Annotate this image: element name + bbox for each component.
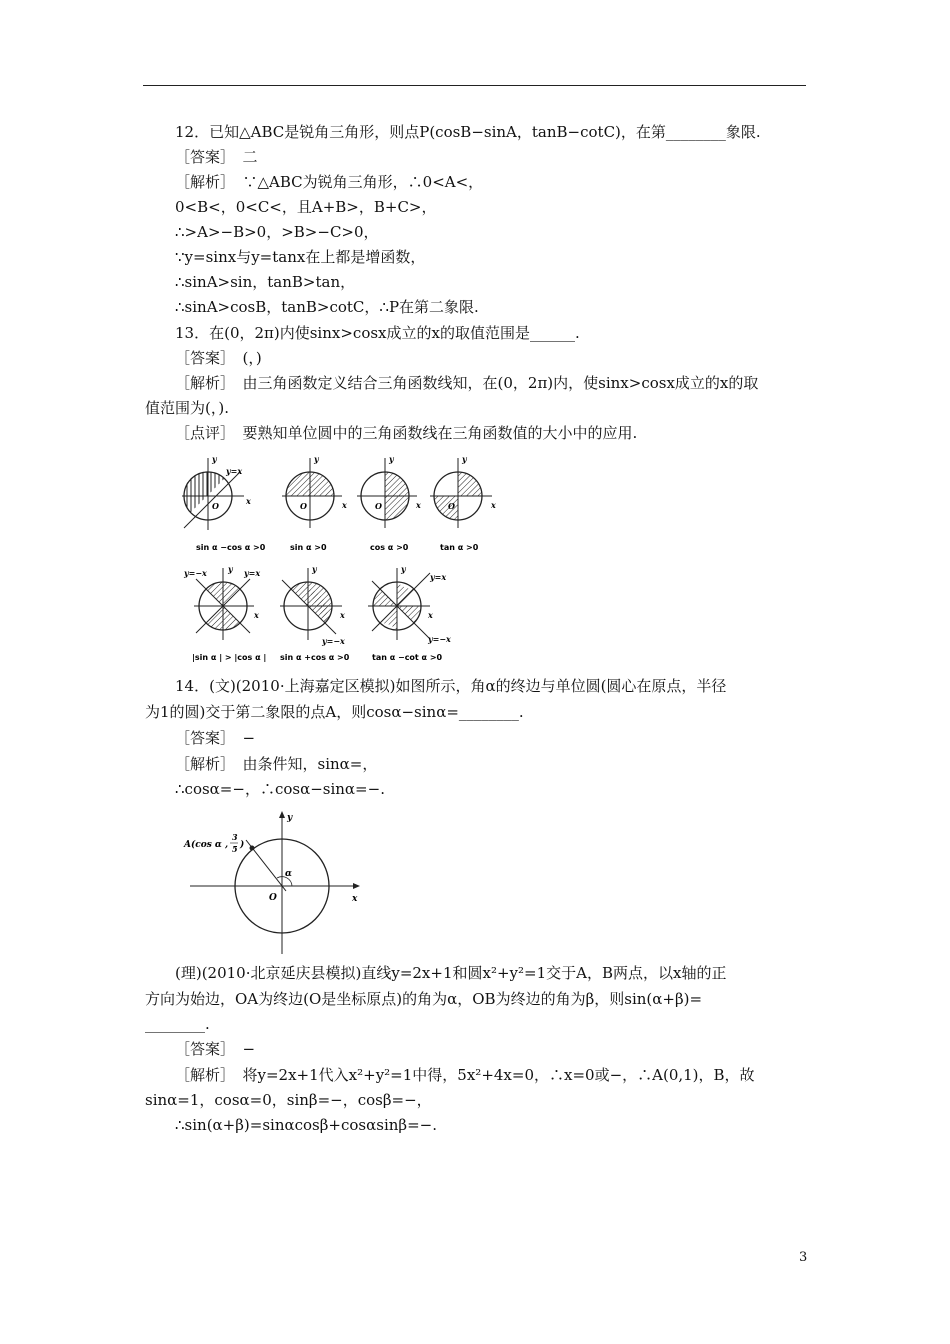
svg-text:|sin α | > |cos α |: |sin α | > |cos α | [192, 653, 267, 662]
q13-answer: ［答案］ (，) [175, 349, 262, 367]
q12-answer: ［答案］ 二 [175, 148, 258, 166]
q14-li-answer: ［答案］ − [175, 1040, 256, 1058]
svg-text:y=−x: y=−x [428, 634, 451, 644]
svg-text:O: O [448, 501, 455, 511]
angle-label: α [285, 869, 292, 879]
q14-answer: ［答案］ − [175, 729, 256, 747]
svg-text:sin α >0: sin α >0 [290, 543, 327, 552]
header-rule [143, 85, 806, 86]
q14-li-question-3: ________. [145, 1015, 210, 1033]
svg-text:y: y [389, 454, 394, 464]
unit-circle-point-a-figure [170, 808, 370, 958]
q12-analysis-1: ［解析］ ∵△ABC为锐角三角形，∴0<A<， [175, 173, 484, 191]
svg-text:y: y [228, 564, 233, 574]
unit-circle-figure [182, 452, 512, 670]
page-number: 3 [799, 1250, 808, 1265]
q12-analysis-3: ∴>A>−B>0，>B>−C>0， [175, 223, 379, 241]
q14-li-question-2: 方向为始边，OA为终边(O是坐标原点)的角为α，OB为终边的角为β，则sin(α+β)= [145, 990, 703, 1008]
svg-text:y=−x: y=−x [184, 568, 207, 578]
svg-text:sin α −cos α >0: sin α −cos α >0 [196, 543, 266, 552]
svg-text:tan α −cot α >0: tan α −cot α >0 [372, 653, 443, 662]
diagram-cos-positive [357, 454, 421, 552]
svg-text:sin α +cos α >0: sin α +cos α >0 [280, 653, 350, 662]
svg-text:y: y [401, 564, 406, 574]
svg-text:y=x: y=x [430, 572, 447, 582]
svg-text:x: x [352, 894, 358, 904]
q13-comment: ［点评］ 要熟知单位圆中的三角函数线在三角函数值的大小中的应用. [175, 424, 638, 442]
svg-text:y: y [212, 454, 217, 464]
svg-text:y: y [314, 454, 319, 464]
q14-question-2: 为1的圆)交于第二象限的点A，则cosα−sinα=________. [145, 703, 524, 721]
svg-text:y: y [287, 813, 293, 823]
svg-text:x: x [342, 500, 347, 510]
diagram-abs-sin-greater [183, 564, 266, 662]
svg-text:y: y [462, 454, 467, 464]
q14-analysis-1: ［解析］ 由条件知，sinα=， [175, 755, 378, 773]
svg-text:x: x [340, 610, 345, 620]
svg-text:y=x: y=x [244, 568, 261, 578]
frac-den: 5 [232, 844, 238, 854]
svg-text:O: O [300, 501, 307, 511]
diagram-tan-positive [430, 454, 496, 552]
svg-text:cos α >0: cos α >0 [370, 543, 409, 552]
svg-text:x: x [254, 610, 259, 620]
q14-analysis-2: ∴cosα=−，∴cosα−sinα=−. [175, 780, 385, 798]
svg-text:y=x: y=x [226, 466, 243, 476]
q14-li-analysis-2: sinα=1，cosα=0，sinβ=−，cosβ=−， [145, 1091, 432, 1109]
q14-li-analysis-1: ［解析］ 将y=2x+1代入x²+y²=1中得，5x²+4x=0，∴x=0或−，∴A(0,1)，B，故 [175, 1066, 755, 1084]
q14-li-analysis-3: ∴sin(α+β)=sinαcosβ+cosαsinβ=−. [175, 1116, 437, 1134]
q14-li-question-1: (理)(2010·北京延庆县模拟)直线y=2x+1和圆x²+y²=1交于A，B两点，以x轴的正 [175, 964, 727, 982]
q12-analysis-6: ∴sinA>cosB，tanB>cotC，∴P在第二象限. [175, 298, 479, 316]
svg-text:x: x [428, 610, 433, 620]
q13-analysis-2: 值范围为(，). [145, 399, 229, 417]
svg-text:O: O [269, 893, 277, 903]
q12-question: 12．已知△ABC是锐角三角形，则点P(cosB−sinA，tanB−cotC)，在第________象限. [175, 123, 761, 141]
diagram-tan-minus-cot [368, 564, 451, 662]
diagram-sin-minus-cos [182, 454, 266, 552]
q12-analysis-4: ∵y=sinx与y=tanx在上都是增函数， [175, 248, 426, 266]
svg-text:x: x [416, 500, 421, 510]
svg-text:y: y [312, 564, 317, 574]
diagram-sin-plus-cos [280, 564, 350, 662]
svg-text:O: O [375, 501, 382, 511]
svg-text:y=−x: y=−x [322, 636, 345, 646]
svg-text:x: x [491, 500, 496, 510]
svg-text:tan α >0: tan α >0 [440, 543, 479, 552]
q12-analysis-2: 0<B<，0<C<，且A+B>，B+C>， [175, 198, 437, 216]
frac-num: 3 [232, 832, 238, 842]
svg-text:): ) [240, 840, 245, 850]
svg-text:O: O [212, 501, 219, 511]
point-a-label: A(cos α , [184, 840, 229, 850]
q12-analysis-5: ∴sinA>sin，tanB>tan， [175, 273, 356, 291]
q14-question-1: 14．(文)(2010·上海嘉定区模拟)如图所示，角α的终边与单位圆(圆心在原点，半径 [175, 677, 727, 695]
diagram-sin-positive [282, 454, 347, 552]
svg-text:x: x [246, 496, 251, 506]
q13-question: 13．在(0，2π)内使sinx>cosx成立的x的取值范围是______. [175, 324, 580, 342]
q13-analysis-1: ［解析］ 由三角函数定义结合三角函数线知，在(0，2π)内，使sinx>cosx成立的x的取 [175, 374, 759, 392]
